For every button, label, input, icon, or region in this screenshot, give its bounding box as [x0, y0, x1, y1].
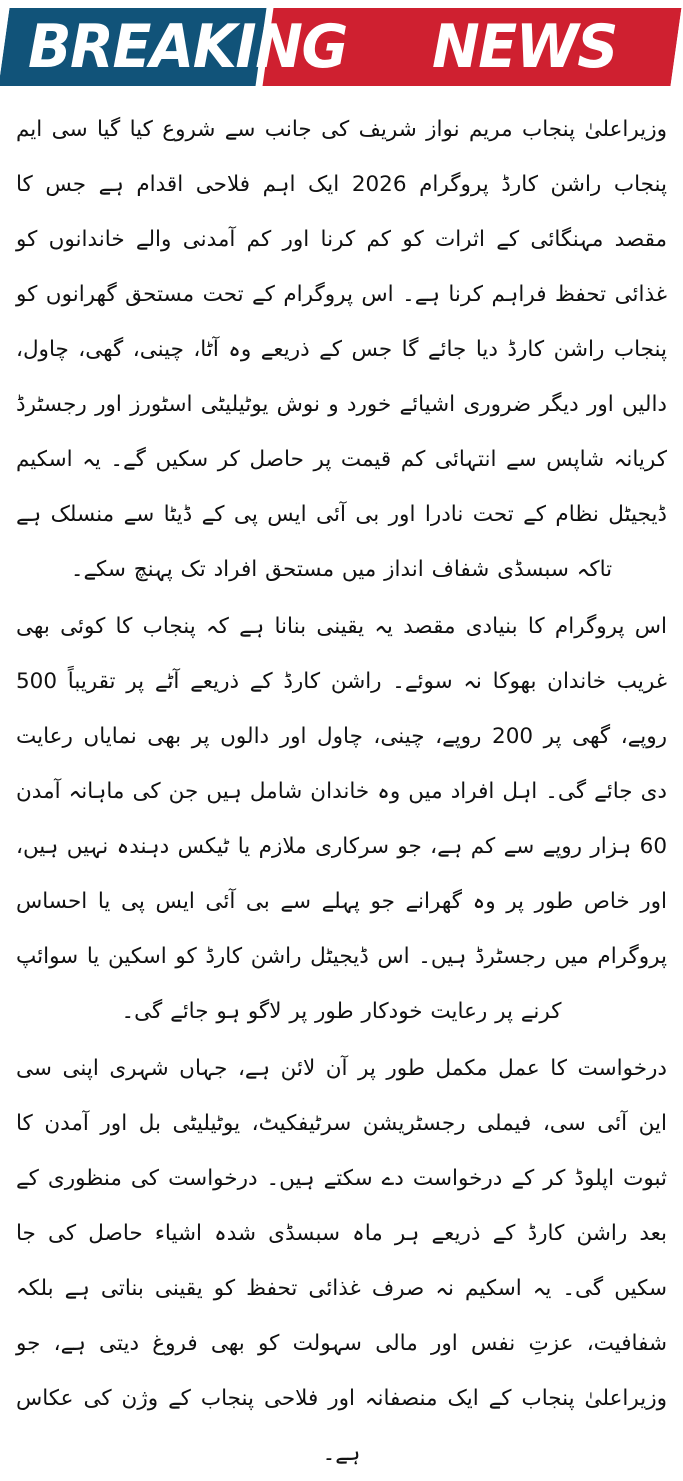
article-paragraph-3: درخواست کا عمل مکمل طور پر آن لائن ہے، جہاں شہری اپنی سی این آئی سی، فیملی رجسٹریشن سرٹیفکیٹ، یوٹیلیٹی بل اور آمدن کا ثبوت اپلوڈ کر کے درخواست دے سکتے ہیں۔ درخواست کی منظوری کے بعد راشن کارڈ کے ذریعے ہر ماہ سبسڈی شدہ اشیاء حاصل کی جا سکیں گی۔ یہ اسکیم نہ صرف غذائی تحفظ کو یقینی بناتی ہے بلکہ شفافیت، عزتِ نفس اور مالی سہولت کو بھی فروغ دیتی ہے، جو وزیراعلیٰ پنجاب کے ایک منصفانہ اور فلاحی پنجاب کے وژن کی عکاس ہے۔ [16, 1056, 667, 1466]
article-body [0, 96, 683, 1481]
banner-word-news: NEWS [432, 12, 617, 82]
banner-shape [0, 8, 681, 86]
banner-blue-panel [0, 8, 266, 86]
article-paragraph-2: اس پروگرام کا بنیادی مقصد یہ یقینی بنانا ہے کہ پنجاب کا کوئی بھی غریب خاندان بھوکا نہ سوئے۔ راشن کارڈ کے ذریعے آٹے پر تقریباً 500 روپے، گھی پر 200 روپے، چینی، چاول اور دالوں پر بھی نمایاں رعایت دی جائے گی۔ اہل افراد میں وہ خاندان شامل ہیں جن کی ماہانہ آمدن 60 ہزار روپے سے کم ہے، جو سرکاری ملازم یا ٹیکس دہندہ نہیں ہیں، اور خاص طور پر وہ گھرانے جو پہلے سے بی آئی ایس پی یا احساس پروگرام میں رجسٹرڈ ہیں۔ اس ڈیجیٹل راشن کارڈ کو اسکین یا سوائپ کرنے پر رعایت خودکار طور پر لاگو ہو جائے گی۔ [16, 614, 667, 1024]
banner-word-breaking: BREAKING [28, 12, 347, 82]
breaking-news-banner [0, 0, 683, 96]
banner-red-panel [263, 8, 682, 86]
article-paragraph-1: وزیراعلیٰ پنجاب مریم نواز شریف کی جانب سے شروع کیا گیا سی ایم پنجاب راشن کارڈ پروگرام 2026 ایک اہم فلاحی اقدام ہے جس کا مقصد مہنگائی کے اثرات کو کم کرنا اور کم آمدنی والے خاندانوں کو غذائی تحفظ فراہم کرنا ہے۔ اس پروگرام کے تحت مستحق گھرانوں کو پنجاب راشن کارڈ دیا جائے گا جس کے ذریعے وہ آٹا، چینی، گھی، چاول، دالیں اور دیگر ضروری اشیائے خورد و نوش یوٹیلیٹی اسٹورز اور رجسٹرڈ کریانہ شاپس سے انتہائی کم قیمت پر حاصل کر سکیں گے۔ یہ اسکیم ڈیجیٹل نظام کے تحت نادرا اور بی آئی ایس پی کے ڈیٹا سے منسلک ہے تاکہ سبسڈی شفاف انداز میں مستحق افراد تک پہنچ سکے۔ [16, 117, 667, 582]
